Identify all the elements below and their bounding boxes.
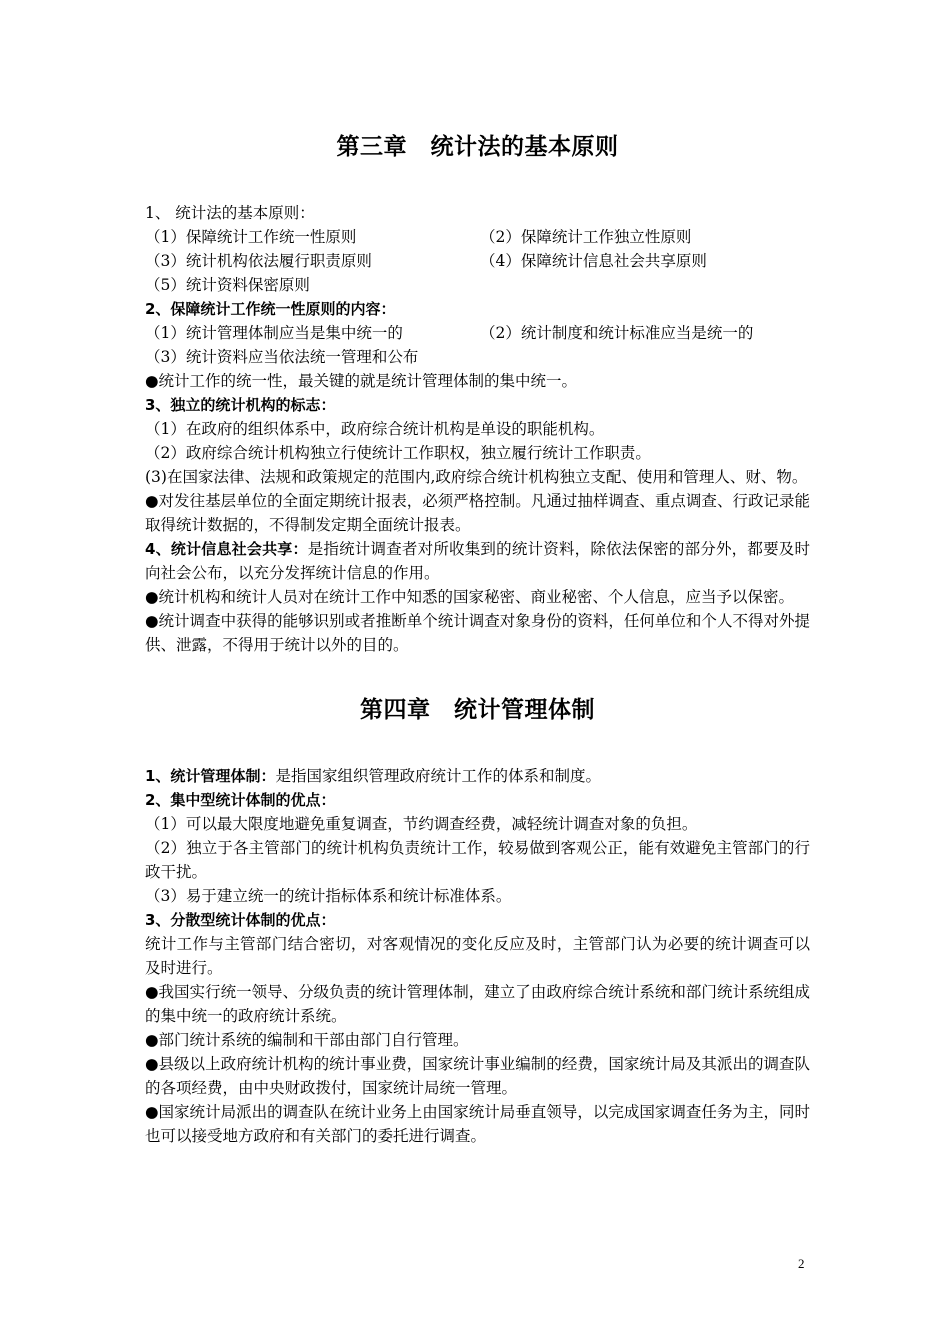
section-heading: 3、分散型统计体制的优点： — [145, 911, 336, 929]
bullet-paragraph: ●我国实行统一领导、分级负责的统计管理体制，建立了由政府综合统计系统和部门统计系统组成的集中统一的政府统计系统。 — [145, 983, 810, 1025]
principle-item: （1）保障统计工作统一性原则 — [145, 228, 357, 246]
principle-item: （4）保障统计信息社会共享原则 — [480, 252, 707, 270]
chapter-3-title: 第三章 统计法的基本原则 — [336, 134, 619, 160]
section-heading: 2、保障统计工作统一性原则的内容： — [145, 300, 396, 318]
bullet-paragraph: ●对发往基层单位的全面定期统计报表，必须严格控制。凡通过抽样调查、重点调查、行政记录能取得统计数据的，不得制发定期全面统计报表。 — [145, 492, 810, 534]
section-heading: 2、集中型统计体制的优点： — [145, 791, 336, 809]
list-item: （3）易于建立统一的统计指标体系和统计标准体系。 — [145, 887, 512, 905]
definition-text: 是指国家组织管理政府统计工作的体系和制度。 — [275, 767, 601, 785]
bullet-paragraph: ●国家统计局派出的调查队在统计业务上由国家统计局垂直领导，以完成国家调查任务为主，同时也可以接受地方政府和有关部门的委托进行调查。 — [145, 1103, 810, 1145]
paragraph: 统计工作与主管部门结合密切，对客观情况的变化反应及时，主管部门认为必要的统计调查可以及时进行。 — [145, 935, 810, 977]
list-item: （3）统计资料应当依法统一管理和公布 — [145, 348, 419, 366]
principle-item: （3）统计机构依法履行职责原则 — [145, 252, 372, 270]
principle-row — [145, 249, 810, 273]
page-content — [145, 128, 810, 1148]
list-item: （2）政府综合统计机构独立行使统计工作职权，独立履行统计工作职责。 — [145, 444, 651, 462]
chapter-4-title: 第四章 统计管理体制 — [360, 697, 595, 723]
section-heading: 3、独立的统计机构的标志： — [145, 396, 336, 414]
definition-paragraph — [145, 537, 810, 585]
definition-text: 是指统计调查者对所收集到的统计资料，除依法保密的部分外，都要及时向社会公布，以充分发挥统计信息的作用。 — [145, 540, 810, 582]
page-number: 2 — [798, 1256, 805, 1271]
principle-item: （5）统计资料保密原则 — [145, 276, 310, 294]
list-item: （1）可以最大限度地避免重复调查，节约调查经费，减轻统计调查对象的负担。 — [145, 815, 698, 833]
list-item: （1）统计管理体制应当是集中统一的 — [145, 324, 403, 342]
section-heading: 4、统计信息社会共享： — [145, 540, 308, 558]
list-item: （2）统计制度和统计标准应当是统一的 — [480, 324, 754, 342]
bullet-paragraph: ●统计工作的统一性，最关键的就是统计管理体制的集中统一。 — [145, 372, 578, 390]
bullet-paragraph: ●部门统计系统的编制和干部由部门自行管理。 — [145, 1031, 469, 1049]
list-item: (3)在国家法律、法规和政策规定的范围内,政府综合统计机构独立支配、使用和管理人、财、物。 — [145, 468, 808, 486]
bullet-paragraph: ●统计机构和统计人员对在统计工作中知悉的国家秘密、商业秘密、个人信息，应当予以保密。 — [145, 588, 795, 606]
content-row — [145, 321, 810, 345]
section-heading: 1、统计管理体制： — [145, 767, 276, 785]
definition-paragraph — [145, 764, 810, 788]
bullet-paragraph: ●县级以上政府统计机构的统计事业费，国家统计事业编制的经费，国家统计局及其派出的调查队的各项经费，由中央财政拨付，国家统计局统一管理。 — [145, 1055, 810, 1097]
principle-item: （2）保障统计工作独立性原则 — [480, 228, 692, 246]
principle-row — [145, 225, 810, 249]
list-item: （1）在政府的组织体系中，政府综合统计机构是单设的职能机构。 — [145, 420, 605, 438]
bullet-paragraph: ●统计调查中获得的能够识别或者推断单个统计调查对象身份的资料，任何单位和个人不得对外提供、泄露，不得用于统计以外的目的。 — [145, 612, 810, 654]
list-item: （2）独立于各主管部门的统计机构负责统计工作，较易做到客观公正，能有效避免主管部门的行政干扰。 — [145, 839, 810, 881]
section-heading: 1、 统计法的基本原则： — [145, 204, 315, 222]
